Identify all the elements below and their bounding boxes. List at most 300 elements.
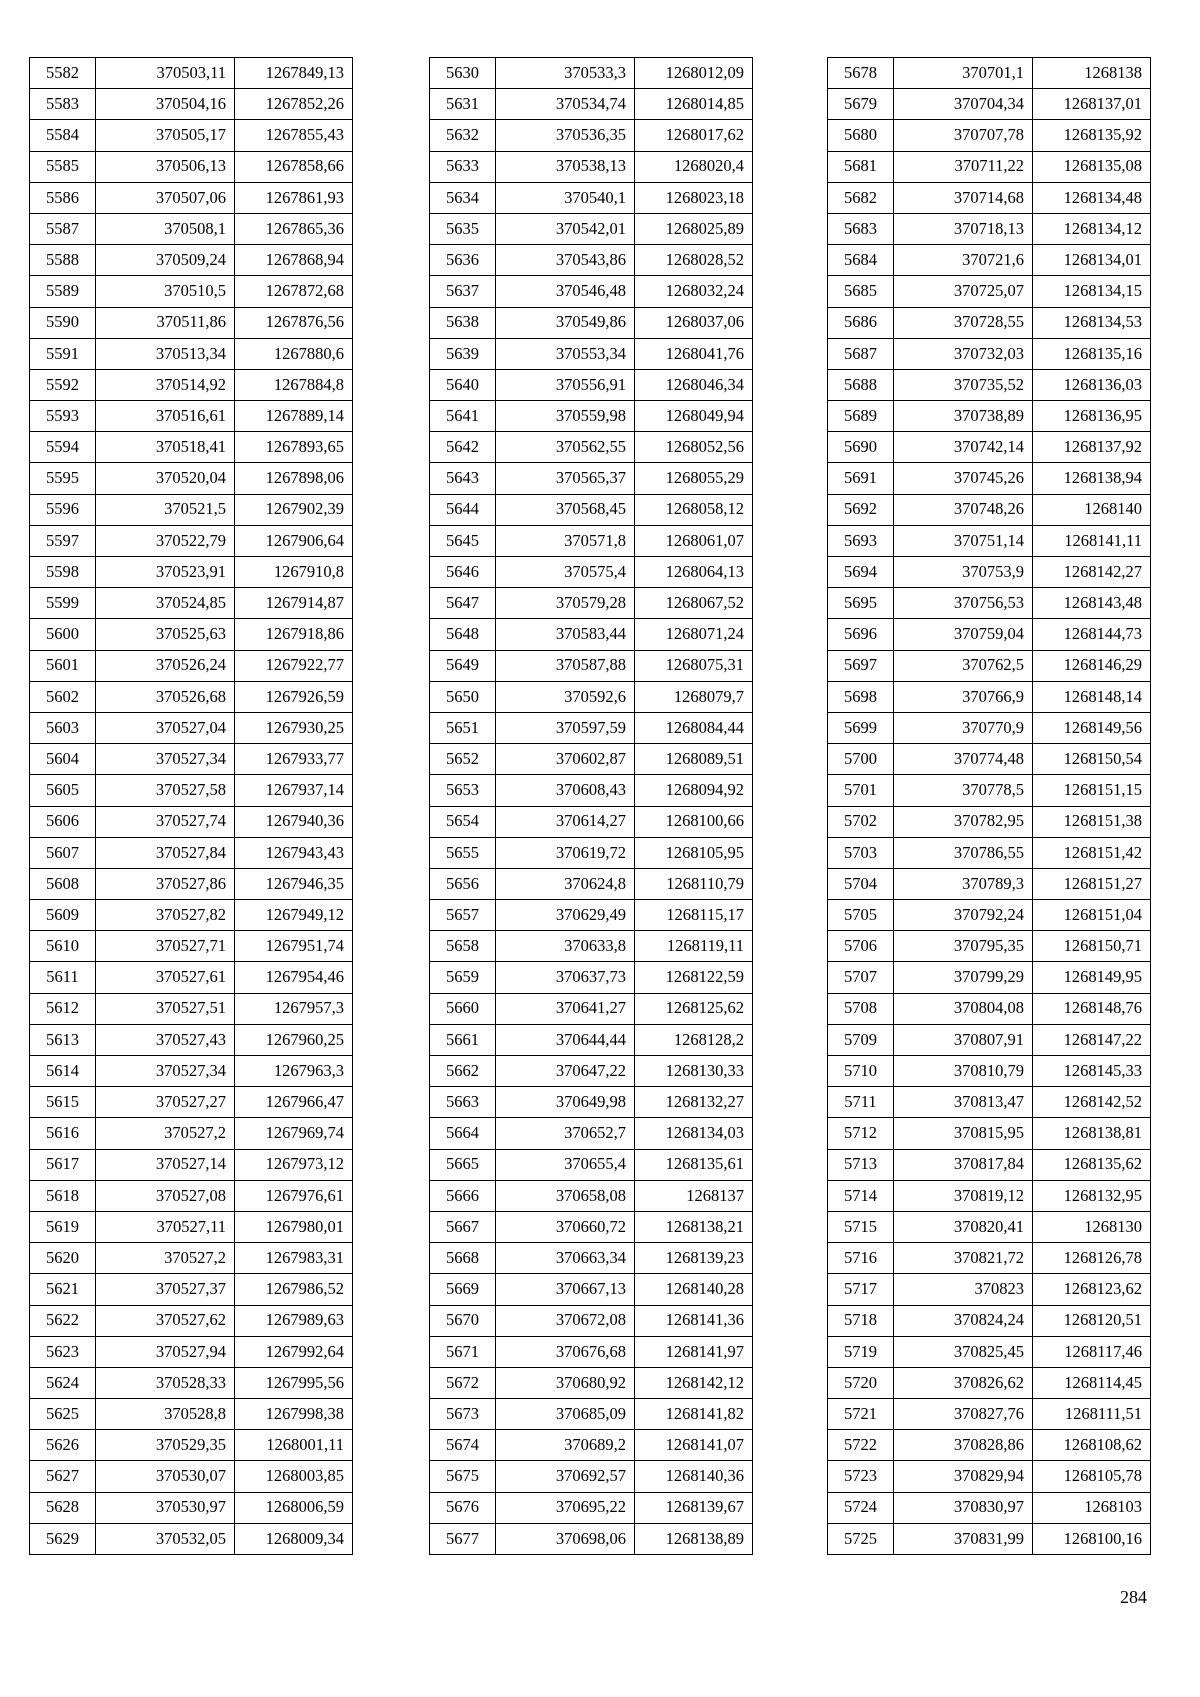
x-coordinate-cell: 370641,27 [496,993,635,1024]
y-coordinate-cell: 1268151,15 [1033,775,1151,806]
x-coordinate-cell: 370828,86 [894,1430,1033,1461]
x-coordinate-cell: 370728,55 [894,307,1033,338]
table-row [30,806,353,837]
y-coordinate-cell: 1268135,08 [1033,151,1151,182]
y-coordinate-cell: 1268128,2 [635,1024,753,1055]
table-row [30,1274,353,1305]
y-coordinate-cell: 1268138,21 [635,1211,753,1242]
table-row [30,1056,353,1087]
table-row [30,1430,353,1461]
y-coordinate-cell: 1268138,81 [1033,1118,1151,1149]
y-coordinate-cell: 1267973,12 [235,1149,353,1180]
x-coordinate-cell: 370549,86 [496,307,635,338]
y-coordinate-cell: 1268120,51 [1033,1305,1151,1336]
x-coordinate-cell: 370663,34 [496,1243,635,1274]
x-coordinate-cell: 370826,62 [894,1367,1033,1398]
y-coordinate-cell: 1268125,62 [635,993,753,1024]
table-row [30,1492,353,1523]
x-coordinate-cell: 370522,79 [96,525,235,556]
y-coordinate-cell: 1268049,94 [635,401,753,432]
table-row [828,1367,1151,1398]
table-row [828,1180,1151,1211]
x-coordinate-cell: 370799,29 [894,962,1033,993]
y-coordinate-cell: 1268064,13 [635,557,753,588]
point-number-cell: 5670 [430,1305,496,1336]
point-number-cell: 5705 [828,900,894,931]
x-coordinate-cell: 370762,5 [894,650,1033,681]
y-coordinate-cell: 1268134,15 [1033,276,1151,307]
x-coordinate-cell: 370707,78 [894,120,1033,151]
table-row [30,1118,353,1149]
x-coordinate-cell: 370658,08 [496,1180,635,1211]
table-row [30,307,353,338]
x-coordinate-cell: 370672,08 [496,1305,635,1336]
point-number-cell: 5599 [30,588,96,619]
table-row [430,775,753,806]
table-row [430,432,753,463]
point-number-cell: 5642 [430,432,496,463]
point-number-cell: 5611 [30,962,96,993]
y-coordinate-cell: 1268151,27 [1033,868,1151,899]
point-number-cell: 5582 [30,58,96,89]
point-number-cell: 5649 [430,650,496,681]
y-coordinate-cell: 1268055,29 [635,463,753,494]
y-coordinate-cell: 1267880,6 [235,338,353,369]
point-number-cell: 5591 [30,338,96,369]
table-row [30,1461,353,1492]
x-coordinate-cell: 370823 [894,1274,1033,1305]
x-coordinate-cell: 370527,04 [96,712,235,743]
y-coordinate-cell: 1268012,09 [635,58,753,89]
point-number-cell: 5660 [430,993,496,1024]
x-coordinate-cell: 370748,26 [894,494,1033,525]
y-coordinate-cell: 1268138,94 [1033,463,1151,494]
table-row [828,868,1151,899]
y-coordinate-cell: 1268025,89 [635,213,753,244]
y-coordinate-cell: 1267914,87 [235,588,353,619]
point-number-cell: 5598 [30,557,96,588]
table-row [30,681,353,712]
y-coordinate-cell: 1268115,17 [635,900,753,931]
point-number-cell: 5645 [430,525,496,556]
point-number-cell: 5657 [430,900,496,931]
table-row [430,619,753,650]
table-row [430,182,753,213]
point-number-cell: 5609 [30,900,96,931]
point-number-cell: 5696 [828,619,894,650]
x-coordinate-cell: 370507,06 [96,182,235,213]
y-coordinate-cell: 1268134,48 [1033,182,1151,213]
x-coordinate-cell: 370732,03 [894,338,1033,369]
table-row [430,151,753,182]
table-row [828,276,1151,307]
y-coordinate-cell: 1268130 [1033,1211,1151,1242]
y-coordinate-cell: 1267861,93 [235,182,353,213]
x-coordinate-cell: 370587,88 [496,650,635,681]
table-row [430,245,753,276]
x-coordinate-cell: 370770,9 [894,712,1033,743]
x-coordinate-cell: 370655,4 [496,1149,635,1180]
point-number-cell: 5689 [828,401,894,432]
y-coordinate-cell: 1268137,01 [1033,89,1151,120]
y-coordinate-cell: 1267872,68 [235,276,353,307]
x-coordinate-cell: 370562,55 [496,432,635,463]
x-coordinate-cell: 370506,13 [96,151,235,182]
x-coordinate-cell: 370510,5 [96,276,235,307]
table-row [30,1087,353,1118]
point-number-cell: 5704 [828,868,894,899]
point-number-cell: 5716 [828,1243,894,1274]
y-coordinate-cell: 1268148,76 [1033,993,1151,1024]
table-row [30,744,353,775]
point-number-cell: 5614 [30,1056,96,1087]
point-number-cell: 5639 [430,338,496,369]
x-coordinate-cell: 370633,8 [496,931,635,962]
point-number-cell: 5625 [30,1399,96,1430]
y-coordinate-cell: 1268003,85 [235,1461,353,1492]
x-coordinate-cell: 370579,28 [496,588,635,619]
x-coordinate-cell: 370745,26 [894,463,1033,494]
point-number-cell: 5685 [828,276,894,307]
point-number-cell: 5675 [430,1461,496,1492]
point-number-cell: 5713 [828,1149,894,1180]
table-row [430,1118,753,1149]
table-row [828,525,1151,556]
table-row [828,432,1151,463]
point-number-cell: 5714 [828,1180,894,1211]
x-coordinate-cell: 370542,01 [496,213,635,244]
point-number-cell: 5586 [30,182,96,213]
point-number-cell: 5608 [30,868,96,899]
table-row [430,962,753,993]
table-row [430,868,753,899]
point-number-cell: 5658 [430,931,496,962]
x-coordinate-cell: 370527,94 [96,1336,235,1367]
point-number-cell: 5701 [828,775,894,806]
point-number-cell: 5603 [30,712,96,743]
x-coordinate-cell: 370583,44 [496,619,635,650]
y-coordinate-cell: 1267986,52 [235,1274,353,1305]
x-coordinate-cell: 370526,24 [96,650,235,681]
x-coordinate-cell: 370829,94 [894,1461,1033,1492]
x-coordinate-cell: 370637,73 [496,962,635,993]
y-coordinate-cell: 1268006,59 [235,1492,353,1523]
table-row [430,463,753,494]
point-number-cell: 5702 [828,806,894,837]
x-coordinate-cell: 370527,58 [96,775,235,806]
table-row [30,588,353,619]
x-coordinate-cell: 370711,22 [894,151,1033,182]
x-coordinate-cell: 370538,13 [496,151,635,182]
y-coordinate-cell: 1268135,92 [1033,120,1151,151]
point-number-cell: 5600 [30,619,96,650]
x-coordinate-cell: 370529,35 [96,1430,235,1461]
y-coordinate-cell: 1268061,07 [635,525,753,556]
point-number-cell: 5683 [828,213,894,244]
x-coordinate-cell: 370649,98 [496,1087,635,1118]
x-coordinate-cell: 370676,68 [496,1336,635,1367]
point-number-cell: 5708 [828,993,894,1024]
y-coordinate-cell: 1267852,26 [235,89,353,120]
y-coordinate-cell: 1268140,36 [635,1461,753,1492]
x-coordinate-cell: 370533,3 [496,58,635,89]
point-number-cell: 5597 [30,525,96,556]
y-coordinate-cell: 1267976,61 [235,1180,353,1211]
point-number-cell: 5629 [30,1523,96,1554]
x-coordinate-cell: 370534,74 [496,89,635,120]
x-coordinate-cell: 370527,34 [96,744,235,775]
point-number-cell: 5615 [30,1087,96,1118]
table-row [828,213,1151,244]
x-coordinate-cell: 370527,08 [96,1180,235,1211]
point-number-cell: 5637 [430,276,496,307]
table-row [828,1211,1151,1242]
table-row [30,245,353,276]
y-coordinate-cell: 1267868,94 [235,245,353,276]
x-coordinate-cell: 370817,84 [894,1149,1033,1180]
point-number-cell: 5717 [828,1274,894,1305]
x-coordinate-cell: 370751,14 [894,525,1033,556]
point-number-cell: 5644 [430,494,496,525]
point-number-cell: 5616 [30,1118,96,1149]
point-number-cell: 5676 [430,1492,496,1523]
table-row [430,1399,753,1430]
y-coordinate-cell: 1268122,59 [635,962,753,993]
point-number-cell: 5663 [430,1087,496,1118]
table-row [430,1305,753,1336]
y-coordinate-cell: 1268150,71 [1033,931,1151,962]
x-coordinate-cell: 370518,41 [96,432,235,463]
x-coordinate-cell: 370830,97 [894,1492,1033,1523]
x-coordinate-cell: 370514,92 [96,369,235,400]
x-coordinate-cell: 370821,72 [894,1243,1033,1274]
point-number-cell: 5627 [30,1461,96,1492]
point-number-cell: 5592 [30,369,96,400]
table-row [430,1211,753,1242]
x-coordinate-cell: 370689,2 [496,1430,635,1461]
table-row [30,1399,353,1430]
y-coordinate-cell: 1268001,11 [235,1430,353,1461]
y-coordinate-cell: 1268071,24 [635,619,753,650]
point-number-cell: 5662 [430,1056,496,1087]
x-coordinate-cell: 370520,04 [96,463,235,494]
table-row [30,338,353,369]
table-row [30,213,353,244]
y-coordinate-cell: 1267893,65 [235,432,353,463]
y-coordinate-cell: 1268032,24 [635,276,753,307]
point-number-cell: 5725 [828,1523,894,1554]
x-coordinate-cell: 370786,55 [894,837,1033,868]
y-coordinate-cell: 1268100,16 [1033,1523,1151,1554]
point-number-cell: 5594 [30,432,96,463]
point-number-cell: 5680 [828,120,894,151]
y-coordinate-cell: 1268148,14 [1033,681,1151,712]
y-coordinate-cell: 1267933,77 [235,744,353,775]
table-row [30,1367,353,1398]
point-number-cell: 5706 [828,931,894,962]
y-coordinate-cell: 1267951,74 [235,931,353,962]
table-row [30,650,353,681]
x-coordinate-cell: 370543,86 [496,245,635,276]
point-number-cell: 5686 [828,307,894,338]
point-number-cell: 5647 [430,588,496,619]
y-coordinate-cell: 1268017,62 [635,120,753,151]
table-row [828,245,1151,276]
x-coordinate-cell: 370680,92 [496,1367,635,1398]
x-coordinate-cell: 370698,06 [496,1523,635,1554]
point-number-cell: 5719 [828,1336,894,1367]
table-row [430,712,753,743]
y-coordinate-cell: 1268137 [635,1180,753,1211]
x-coordinate-cell: 370527,14 [96,1149,235,1180]
point-number-cell: 5654 [430,806,496,837]
table-row [828,1149,1151,1180]
point-number-cell: 5665 [430,1149,496,1180]
x-coordinate-cell: 370629,49 [496,900,635,931]
table-row [30,900,353,931]
table-row [430,213,753,244]
table-row [30,1305,353,1336]
x-coordinate-cell: 370536,35 [496,120,635,151]
table-row [828,900,1151,931]
table-row [30,775,353,806]
point-number-cell: 5721 [828,1399,894,1430]
y-coordinate-cell: 1268134,53 [1033,307,1151,338]
y-coordinate-cell: 1267957,3 [235,993,353,1024]
point-number-cell: 5641 [430,401,496,432]
table-row [30,993,353,1024]
x-coordinate-cell: 370756,53 [894,588,1033,619]
table-row [30,1180,353,1211]
x-coordinate-cell: 370521,5 [96,494,235,525]
x-coordinate-cell: 370647,22 [496,1056,635,1087]
x-coordinate-cell: 370624,8 [496,868,635,899]
point-number-cell: 5710 [828,1056,894,1087]
point-number-cell: 5643 [430,463,496,494]
y-coordinate-cell: 1268151,38 [1033,806,1151,837]
x-coordinate-cell: 370602,87 [496,744,635,775]
point-number-cell: 5656 [430,868,496,899]
x-coordinate-cell: 370565,37 [496,463,635,494]
x-coordinate-cell: 370527,43 [96,1024,235,1055]
x-coordinate-cell: 370526,68 [96,681,235,712]
table-row [828,1056,1151,1087]
table-row [430,1523,753,1554]
point-number-cell: 5667 [430,1211,496,1242]
table-row [30,712,353,743]
table-row [430,120,753,151]
x-coordinate-cell: 370704,34 [894,89,1033,120]
table-row [430,900,753,931]
table-row [828,837,1151,868]
y-coordinate-cell: 1268130,33 [635,1056,753,1087]
table-row [430,744,753,775]
point-number-cell: 5724 [828,1492,894,1523]
x-coordinate-cell: 370527,82 [96,900,235,931]
point-number-cell: 5605 [30,775,96,806]
point-number-cell: 5595 [30,463,96,494]
y-coordinate-cell: 1267926,59 [235,681,353,712]
table-row [30,151,353,182]
table-row [828,338,1151,369]
point-number-cell: 5722 [828,1430,894,1461]
point-number-cell: 5601 [30,650,96,681]
x-coordinate-cell: 370511,86 [96,307,235,338]
point-number-cell: 5623 [30,1336,96,1367]
point-number-cell: 5669 [430,1274,496,1305]
point-number-cell: 5622 [30,1305,96,1336]
y-coordinate-cell: 1267858,66 [235,151,353,182]
x-coordinate-cell: 370810,79 [894,1056,1033,1087]
y-coordinate-cell: 1268075,31 [635,650,753,681]
table-row [30,962,353,993]
x-coordinate-cell: 370553,34 [496,338,635,369]
table-row [30,868,353,899]
table-row [828,806,1151,837]
table-row [828,1336,1151,1367]
table-row [828,1305,1151,1336]
point-number-cell: 5604 [30,744,96,775]
x-coordinate-cell: 370503,11 [96,58,235,89]
table-row [828,151,1151,182]
table-row [30,837,353,868]
x-coordinate-cell: 370766,9 [894,681,1033,712]
x-coordinate-cell: 370527,2 [96,1243,235,1274]
y-coordinate-cell: 1268134,01 [1033,245,1151,276]
point-number-cell: 5610 [30,931,96,962]
y-coordinate-cell: 1268142,12 [635,1367,753,1398]
x-coordinate-cell: 370524,85 [96,588,235,619]
point-number-cell: 5703 [828,837,894,868]
point-number-cell: 5607 [30,837,96,868]
y-coordinate-cell: 1268123,62 [1033,1274,1151,1305]
y-coordinate-cell: 1268089,51 [635,744,753,775]
point-number-cell: 5606 [30,806,96,837]
y-coordinate-cell: 1268028,52 [635,245,753,276]
x-coordinate-cell: 370527,84 [96,837,235,868]
x-coordinate-cell: 370528,8 [96,1399,235,1430]
point-number-cell: 5596 [30,494,96,525]
point-number-cell: 5587 [30,213,96,244]
y-coordinate-cell: 1268145,33 [1033,1056,1151,1087]
table-row [828,1461,1151,1492]
x-coordinate-cell: 370789,3 [894,868,1033,899]
y-coordinate-cell: 1268149,95 [1033,962,1151,993]
point-number-cell: 5589 [30,276,96,307]
x-coordinate-cell: 370819,12 [894,1180,1033,1211]
y-coordinate-cell: 1267918,86 [235,619,353,650]
table-row [828,1243,1151,1274]
y-coordinate-cell: 1268147,22 [1033,1024,1151,1055]
point-number-cell: 5635 [430,213,496,244]
y-coordinate-cell: 1267865,36 [235,213,353,244]
table-row [828,962,1151,993]
x-coordinate-cell: 370825,45 [894,1336,1033,1367]
x-coordinate-cell: 370527,61 [96,962,235,993]
point-number-cell: 5655 [430,837,496,868]
x-coordinate-cell: 370575,4 [496,557,635,588]
y-coordinate-cell: 1268146,29 [1033,650,1151,681]
point-number-cell: 5583 [30,89,96,120]
table-row [430,1461,753,1492]
y-coordinate-cell: 1267998,38 [235,1399,353,1430]
x-coordinate-cell: 370597,59 [496,712,635,743]
point-number-cell: 5695 [828,588,894,619]
y-coordinate-cell: 1267906,64 [235,525,353,556]
y-coordinate-cell: 1268140 [1033,494,1151,525]
y-coordinate-cell: 1267960,25 [235,1024,353,1055]
x-coordinate-cell: 370571,8 [496,525,635,556]
